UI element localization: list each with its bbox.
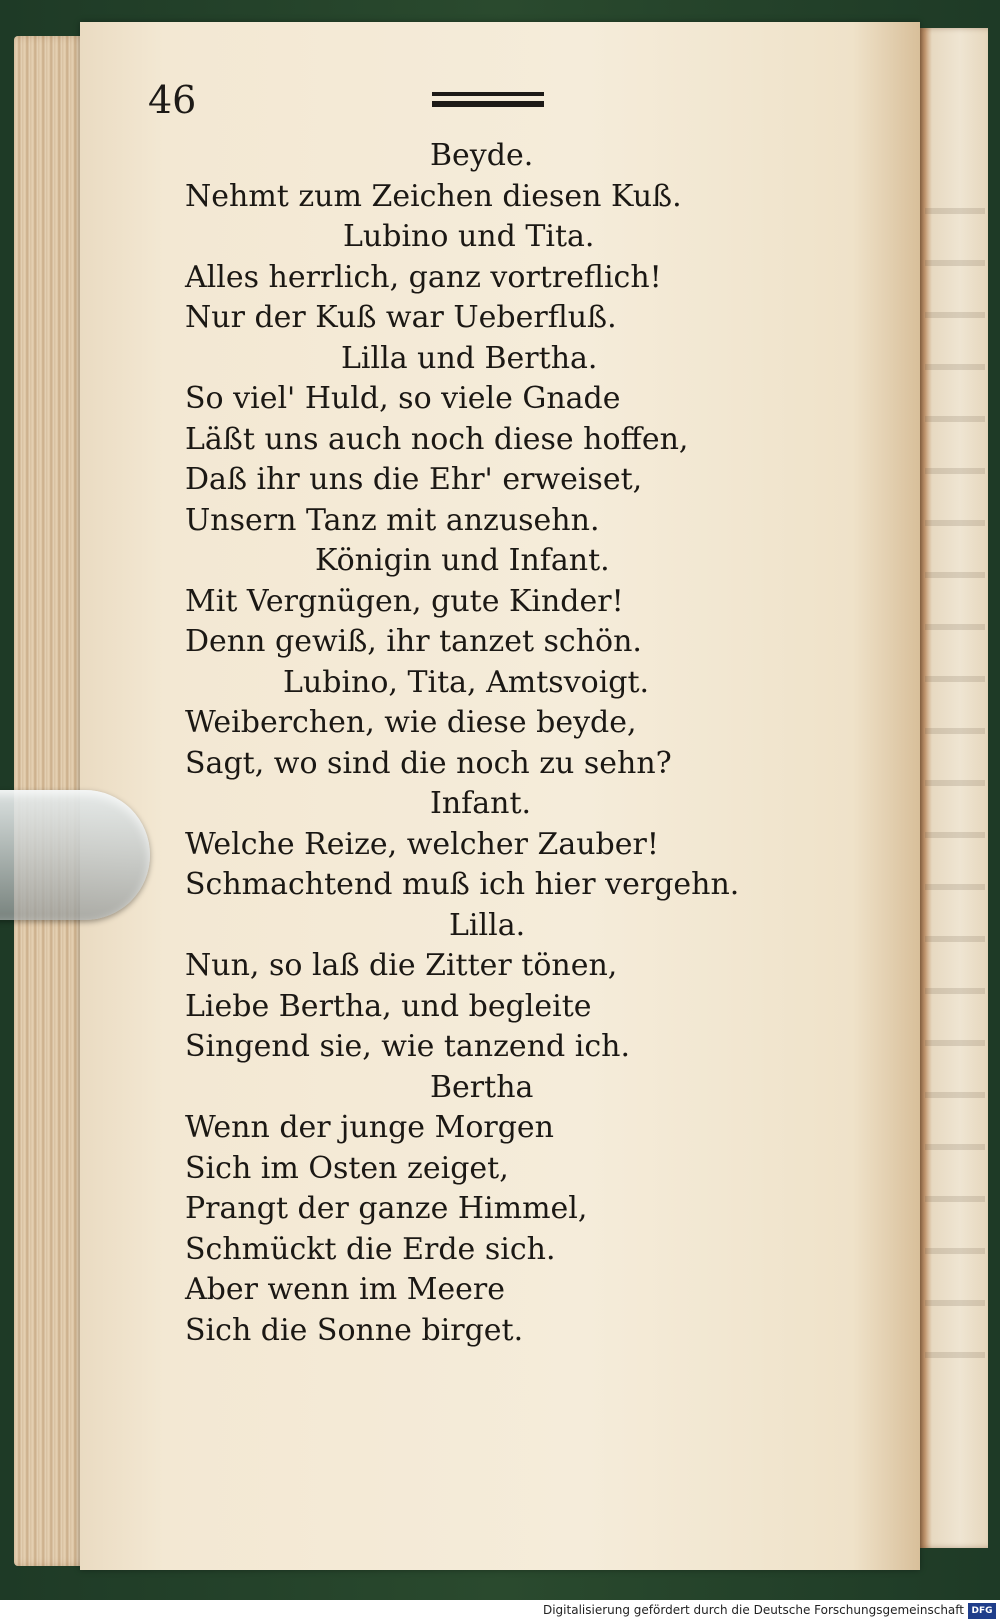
show-through-text bbox=[925, 180, 985, 1380]
verse-line: So viel' Huld, so viele Gnade bbox=[185, 381, 621, 416]
page-number: 46 bbox=[148, 78, 197, 122]
verse-line: Schmachtend muß ich hier vergehn. bbox=[185, 867, 740, 902]
header-rule-bottom bbox=[432, 101, 544, 107]
verse-line: Alles herrlich, ganz vortreflich! bbox=[185, 259, 662, 295]
verse-line: Sagt, wo sind die noch zu sehn? bbox=[185, 745, 672, 781]
verse-line: Schmückt die Erde sich. bbox=[185, 1231, 556, 1267]
speaker-heading: Lilla. bbox=[449, 907, 526, 943]
speaker-heading: Lubino, Tita, Amtsvoigt. bbox=[283, 664, 650, 700]
verse-line: Sich im Osten zeiget, bbox=[185, 1150, 509, 1186]
verse-line: Nun, so laß die Zitter tönen, bbox=[185, 948, 618, 983]
speaker-heading: Königin und Infant. bbox=[315, 543, 610, 578]
page-clip bbox=[0, 790, 150, 920]
verse-line: Nur der Kuß war Ueberfluß. bbox=[185, 300, 617, 335]
dfg-logo: DFG bbox=[968, 1603, 996, 1619]
verse-line: Mit Vergnügen, gute Kinder! bbox=[185, 583, 624, 619]
verse-line: Liebe Bertha, und begleite bbox=[185, 988, 592, 1024]
verse-line: Unsern Tanz mit anzusehn. bbox=[185, 502, 600, 538]
verse-line: Nehmt zum Zeichen diesen Kuß. bbox=[185, 178, 682, 214]
speaker-heading: Beyde. bbox=[430, 138, 534, 173]
verse-line: Singend sie, wie tanzend ich. bbox=[185, 1029, 631, 1064]
verse-line: Wenn der junge Morgen bbox=[185, 1110, 554, 1145]
verse-text bbox=[185, 136, 785, 1351]
verse-line: Aber wenn im Meere bbox=[185, 1272, 506, 1307]
verse-line: Läßt uns auch noch diese hoffen, bbox=[185, 421, 689, 457]
speaker-heading: Lilla und Bertha. bbox=[341, 340, 598, 376]
verse-line: Prangt der ganze Himmel, bbox=[185, 1191, 588, 1226]
funding-credit: Digitalisierung gefördert durch die Deutsche Forschungsgemeinschaft bbox=[542, 1603, 964, 1617]
speaker-heading: Infant. bbox=[430, 786, 532, 821]
footer-bar bbox=[0, 1600, 1000, 1623]
verse-line: Welche Reize, welcher Zauber! bbox=[185, 826, 659, 862]
verse-line: Sich die Sonne birget. bbox=[185, 1312, 524, 1348]
verse-line: Daß ihr uns die Ehr' erweiset, bbox=[185, 462, 643, 497]
header-rule-top bbox=[432, 92, 544, 96]
speaker-heading: Lubino und Tita. bbox=[343, 219, 595, 254]
speaker-heading: Bertha bbox=[430, 1069, 534, 1105]
verse-line: Weiberchen, wie diese beyde, bbox=[185, 705, 637, 740]
verse-line: Denn gewiß, ihr tanzet schön. bbox=[185, 624, 642, 659]
